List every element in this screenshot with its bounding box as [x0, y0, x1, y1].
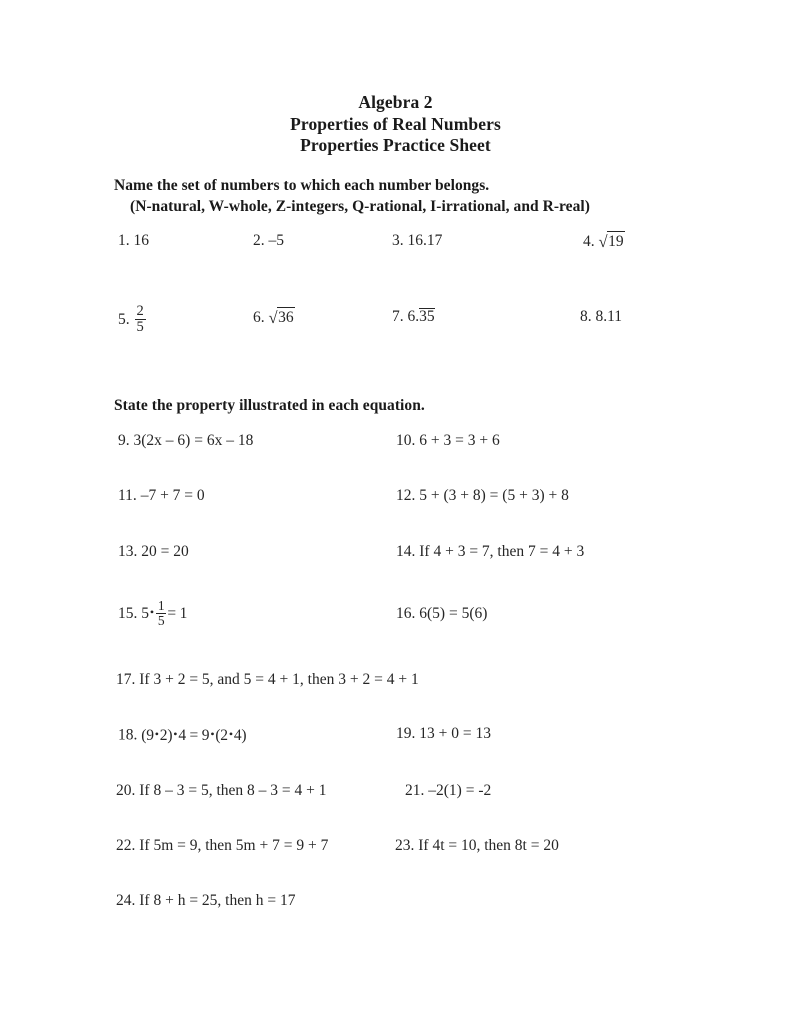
problem-9-number: 9.	[118, 432, 130, 449]
problem-15-denominator: 5	[157, 612, 165, 628]
problem-7-number: 7.	[392, 308, 404, 325]
problem-15	[118, 600, 187, 629]
problem-17-number: 17.	[116, 671, 136, 688]
radical-sign-icon: √	[598, 231, 608, 251]
problem-18-number: 18.	[118, 726, 138, 744]
problem-18-part-e: 4)	[233, 726, 247, 744]
problem-11-number: 11.	[118, 487, 137, 504]
problem-14-content: If 4 + 3 = 7, then 7 = 4 + 3	[419, 543, 585, 560]
problem-11-content: –7 + 7 = 0	[140, 487, 205, 504]
problem-12	[396, 486, 569, 506]
problem-4-number: 4.	[583, 233, 595, 250]
problem-17-content: If 3 + 2 = 5, and 5 = 4 + 1, then 3 + 2 = 4 + 1	[139, 671, 419, 688]
problem-21	[405, 781, 491, 801]
title-line-topic: Properties of Real Numbers	[290, 113, 501, 134]
problem-21-number: 21.	[405, 782, 425, 799]
problem-18	[118, 724, 246, 746]
problem-15-right-side: = 1	[167, 604, 188, 622]
problem-3-number: 3.	[392, 232, 404, 249]
problem-8	[580, 307, 622, 327]
multiplication-dot-icon: •	[173, 727, 178, 741]
instruction-properties-line1: State the property illustrated in each equation.	[114, 397, 425, 414]
multiplication-dot-icon: •	[228, 727, 233, 741]
problem-22-content: If 5m = 9, then 5m + 7 = 9 + 7	[139, 837, 329, 854]
title-line-subtitle: Properties Practice Sheet	[300, 135, 491, 155]
problem-1	[118, 231, 149, 251]
problem-18-part-d: (2	[215, 726, 228, 744]
problem-9-content: 3(2x – 6) = 6x – 18	[133, 432, 254, 449]
problem-9	[118, 431, 253, 451]
problem-15-number: 15.	[118, 604, 138, 622]
problem-23-number: 23.	[395, 837, 415, 854]
problem-14	[396, 542, 584, 562]
square-root-expression	[269, 307, 295, 328]
problem-16-number: 16.	[396, 605, 416, 622]
problem-2	[253, 231, 284, 251]
problem-16-content: 6(5) = 5(6)	[419, 605, 488, 622]
problem-24-number: 24.	[116, 892, 136, 909]
problem-6-number: 6.	[253, 309, 265, 326]
problem-5-number: 5.	[118, 310, 130, 328]
problem-15-left-operand: 5	[141, 604, 149, 622]
problem-22	[116, 836, 328, 856]
problem-3	[392, 231, 442, 251]
problem-17	[116, 670, 419, 690]
problem-13	[118, 542, 189, 562]
problem-10-content: 6 + 3 = 3 + 6	[419, 432, 500, 449]
problem-12-number: 12.	[396, 487, 416, 504]
problem-6-radicand: 36	[278, 309, 294, 326]
fraction-two-fifths	[135, 304, 146, 335]
problem-7	[392, 307, 435, 327]
problem-10-number: 10.	[396, 432, 416, 449]
problem-18-part-b: 2)	[159, 726, 173, 744]
title-line-course: Algebra 2	[358, 92, 433, 112]
problem-5	[118, 305, 147, 336]
problem-18-part-c: 4 = 9	[178, 726, 210, 744]
square-root-expression	[599, 231, 625, 252]
problem-2-content: –5	[268, 232, 284, 249]
problem-15-numerator: 1	[157, 598, 165, 613]
problem-1-content: 16	[133, 232, 149, 249]
worksheet-title-block	[0, 92, 791, 157]
problem-1-number: 1.	[118, 232, 130, 249]
multiplication-dot-icon: •	[149, 605, 154, 620]
problem-10	[396, 431, 500, 451]
problem-7-whole-part: 6.	[407, 308, 420, 325]
problem-12-content: 5 + (3 + 8) = (5 + 3) + 8	[419, 487, 569, 504]
instruction-number-sets-line2: (N-natural, W-whole, Z-integers, Q-rational, I-irrational, and R-real)	[130, 198, 590, 215]
problem-23	[395, 836, 559, 856]
problem-24	[116, 891, 295, 911]
problem-3-content: 16.17	[407, 232, 443, 249]
instruction-number-sets	[114, 175, 754, 217]
problem-11	[118, 486, 205, 506]
problem-16	[396, 604, 487, 624]
problem-19-number: 19.	[396, 725, 416, 742]
multiplication-dot-icon: •	[154, 727, 159, 741]
problem-7-repeating-part: 35	[419, 308, 435, 325]
radical-sign-icon: √	[268, 307, 278, 327]
instruction-number-sets-line1: Name the set of numbers to which each number belongs.	[114, 177, 490, 194]
problem-20	[116, 781, 326, 801]
problem-4-radicand: 19	[608, 233, 624, 250]
problem-2-number: 2.	[253, 232, 265, 249]
problem-8-content: 8.11	[595, 308, 623, 325]
problem-19	[396, 724, 491, 744]
problem-13-number: 13.	[118, 543, 138, 560]
problem-18-part-a: (9	[141, 726, 154, 744]
problem-8-number: 8.	[580, 308, 592, 325]
problem-23-content: If 4t = 10, then 8t = 20	[418, 837, 559, 854]
problem-22-number: 22.	[116, 837, 136, 854]
problem-5-denominator: 5	[136, 318, 144, 335]
multiplication-dot-icon: •	[210, 727, 215, 741]
problem-6	[253, 307, 295, 328]
problem-5-numerator: 2	[136, 303, 144, 319]
problem-13-content: 20 = 20	[141, 543, 189, 560]
fraction-one-fifth	[156, 599, 167, 628]
problem-20-content: If 8 – 3 = 5, then 8 – 3 = 4 + 1	[139, 782, 327, 799]
problem-4	[583, 231, 625, 252]
problem-21-content: –2(1) = -2	[428, 782, 492, 799]
instruction-properties	[114, 395, 754, 416]
problem-14-number: 14.	[396, 543, 416, 560]
problem-19-content: 13 + 0 = 13	[419, 725, 491, 742]
problem-24-content: If 8 + h = 25, then h = 17	[139, 892, 296, 909]
problem-20-number: 20.	[116, 782, 136, 799]
